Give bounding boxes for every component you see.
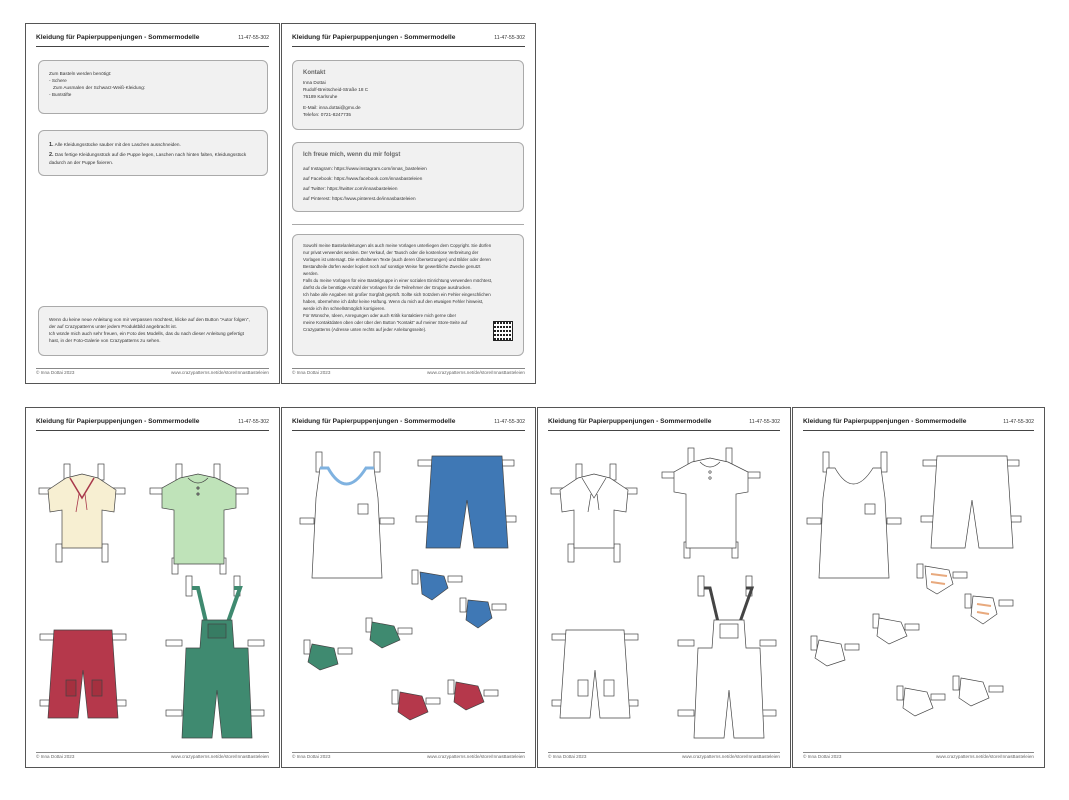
copyright: © Inna Dottai 2023 [292,370,331,375]
email-line[interactable]: E-Mail: inna.dottai@gmx.de [303,105,361,110]
store-url[interactable]: www.crazypatterns.net/de/store/InnasBasteleien [170,754,269,759]
steps-list [49,141,259,166]
sandal-outline-icon [917,564,1013,624]
article-code: 11-47-55-302 [494,35,525,41]
store-url[interactable]: www.crazypatterns.net/de/store/InnasBasteleien [935,754,1034,759]
divider [292,224,524,225]
page-title: Kleidung für Papierpuppenjungen - Sommermodelle [548,418,712,425]
copyright: © Inna Dottai 2023 [36,754,75,759]
materials-box [38,60,268,114]
clothes-drawing [793,408,1046,769]
shirt-cream-icon [39,464,125,562]
page-instructions [25,23,280,384]
copyright: © Inna Dottai 2023 [292,754,331,759]
contact-lines: Inna Dottai Rudolf-Breitscheid-Straße 18 C 76189 Karlsruhe E-Mail: inna.dottai@gmx.de Telefon: 0721-8247735 [303,79,515,118]
page-footer [548,752,780,761]
page-footer [36,752,269,761]
copyright: © Inna Dottai 2023 [803,754,842,759]
twitter-link[interactable]: auf Twitter: https://twitter.com/innasbasteleien [303,186,398,191]
clothes-drawing [26,408,281,769]
contact-title: Kontakt [303,70,326,76]
materials-line: - Buntstifte [49,92,72,97]
store-url[interactable]: www.crazypatterns.net/de/store/InnasBasteleien [426,754,525,759]
shorts-outline-icon [552,630,638,718]
tanktop-outline-icon [807,452,901,578]
jeans-shorts-blue-icon [416,456,516,548]
article-code: 11-47-55-302 [1003,419,1034,425]
shorts-red-icon [40,630,126,718]
pinterest-link[interactable]: auf Pinterest: https://www.pinterest.de/innasbasteleien [303,196,416,201]
social-links [303,164,515,204]
page-footer [803,752,1034,761]
materials-line: - Schere [49,78,67,83]
sandal-blue-icon [412,570,506,628]
tanktop-blue-trim-icon [300,452,394,578]
step-item: 2. Das fertige Kleidungsstück auf die Puppe legen, Laschen nach hinten falten, Kleidungsstück dadurch an der Puppe fixieren. [49,152,247,165]
follow-note-box [38,306,268,356]
page-title: Kleidung für Papierpuppenjungen - Sommermodelle [36,34,200,41]
page-footer [292,368,525,377]
article-code: 11-47-55-302 [494,419,525,425]
store-url[interactable]: www.crazypatterns.net/de/store/InnasBasteleien [426,370,525,375]
copyright: © Inna Dottai 2023 [548,754,587,759]
social-title: Ich freue mich, wenn du mir folgst [303,152,401,158]
legal-box [292,234,524,356]
sneaker-red-icon [392,680,498,720]
shirt-outline-icon [551,464,637,562]
overalls-outline-icon [678,576,776,738]
page-title: Kleidung für Papierpuppenjungen - Sommermodelle [36,418,200,425]
sneaker-green-icon [304,618,412,670]
contact-box [292,60,524,130]
store-url[interactable]: www.crazypatterns.net/de/store/InnasBasteleien [681,754,780,759]
page-clothes-outline-1 [537,407,791,768]
page-header [36,34,269,47]
page-clothes-color-2 [281,407,536,768]
page-header [292,34,525,47]
article-code: 11-47-55-302 [238,419,269,425]
materials-list [49,70,259,98]
article-code: 11-47-55-302 [238,35,269,41]
sneaker-outline-icon [811,614,1003,716]
steps-box [38,130,268,176]
social-box [292,142,524,212]
instagram-link[interactable]: auf Instagram: https://www.instagram.com/innas_basteleien [303,166,427,171]
legal-text: Sowohl meine Bastelanleitungen als auch meine Vorlagen unterliegen dem Copyright. Sie dürfen nur privat verwendet werden. Der Verkauf, der Tausch oder die kostenlose Verbreitung der Vorlagen ist untersagt. Die enthaltenen Texte (auch deren Übersetzungen) und Bilder oder deren Bestandteile dürfen weder kopiert noch auf sonstige Weise für gewerbliche Zwecke genutzt werden. Falls du meine Vorlagen für eine Bastelgruppe in einer sozialen Einrichtung verwenden möchtest, darfst du die benötigte Anzahl der Vorlagen für die Teilnehmer der Gruppe ausdrucken. Ich habe alle Angaben mit großer Sorgfalt geprüft. Sollte sich trotzdem ein Fehler eingeschlichen haben, übernehme ich dafür keine Haftung. Wenn du mich auf den etwaigen Fehler hinweist, werde ich ihn schnellstmöglich korrigieren. Für Wünsche, Ideen, Anregungen oder auch Kritik kontaktiere mich gerne über meine Kontaktdaten oben oder über den Button "Kontakt" auf meiner Store-Seite auf Crazypatterns (Adresse unten rechts auf jeder Anleitungsseite). [303,243,493,332]
page-contact [281,23,536,384]
materials-line: Zum Basteln werden benötigt: [49,71,112,76]
overalls-green-icon [166,576,264,738]
qr-code-icon [493,321,513,341]
copyright: © Inna Dottai 2023 [36,370,75,375]
page-title: Kleidung für Papierpuppenjungen - Sommermodelle [292,34,456,41]
page-clothes-color-1 [25,407,280,768]
clothes-drawing [538,408,792,769]
tshirt-mint-icon [150,464,248,574]
phone-line: Telefon: 0721-8247735 [303,112,351,117]
page-footer [36,368,269,377]
facebook-link[interactable]: auf Facebook: https://www.facebook.com/innasbasteleien [303,176,423,181]
store-url[interactable]: www.crazypatterns.net/de/store/InnasBasteleien [170,370,269,375]
article-code: 11-47-55-302 [749,419,780,425]
jeans-shorts-outline-icon [921,456,1021,548]
page-clothes-outline-2 [792,407,1045,768]
materials-line: Zum Ausmalen der Schwarz-Weiß-Kleidung: [53,85,146,90]
page-title: Kleidung für Papierpuppenjungen - Sommermodelle [803,418,967,425]
clothes-drawing [282,408,537,769]
tshirt-outline-icon [662,448,760,558]
page-title: Kleidung für Papierpuppenjungen - Sommermodelle [292,418,456,425]
follow-note: Wenn du keine neue Anleitung von mir verpassen möchtest, klicke auf den Button "Autor folgen", der auf Crazypatterns unter jedem Produktbild angebracht ist. Ich würde mich auch sehr freuen, ein Foto des Modells, das du nach dieser Anleitung gefertigt hast, in der Foto-Galerie von Crazypatterns zu sehen. [49,317,250,343]
step-item: 1. Alle Kleidungsstücke sauber mit den Laschen ausschneiden. [49,142,181,148]
page-footer [292,752,525,761]
